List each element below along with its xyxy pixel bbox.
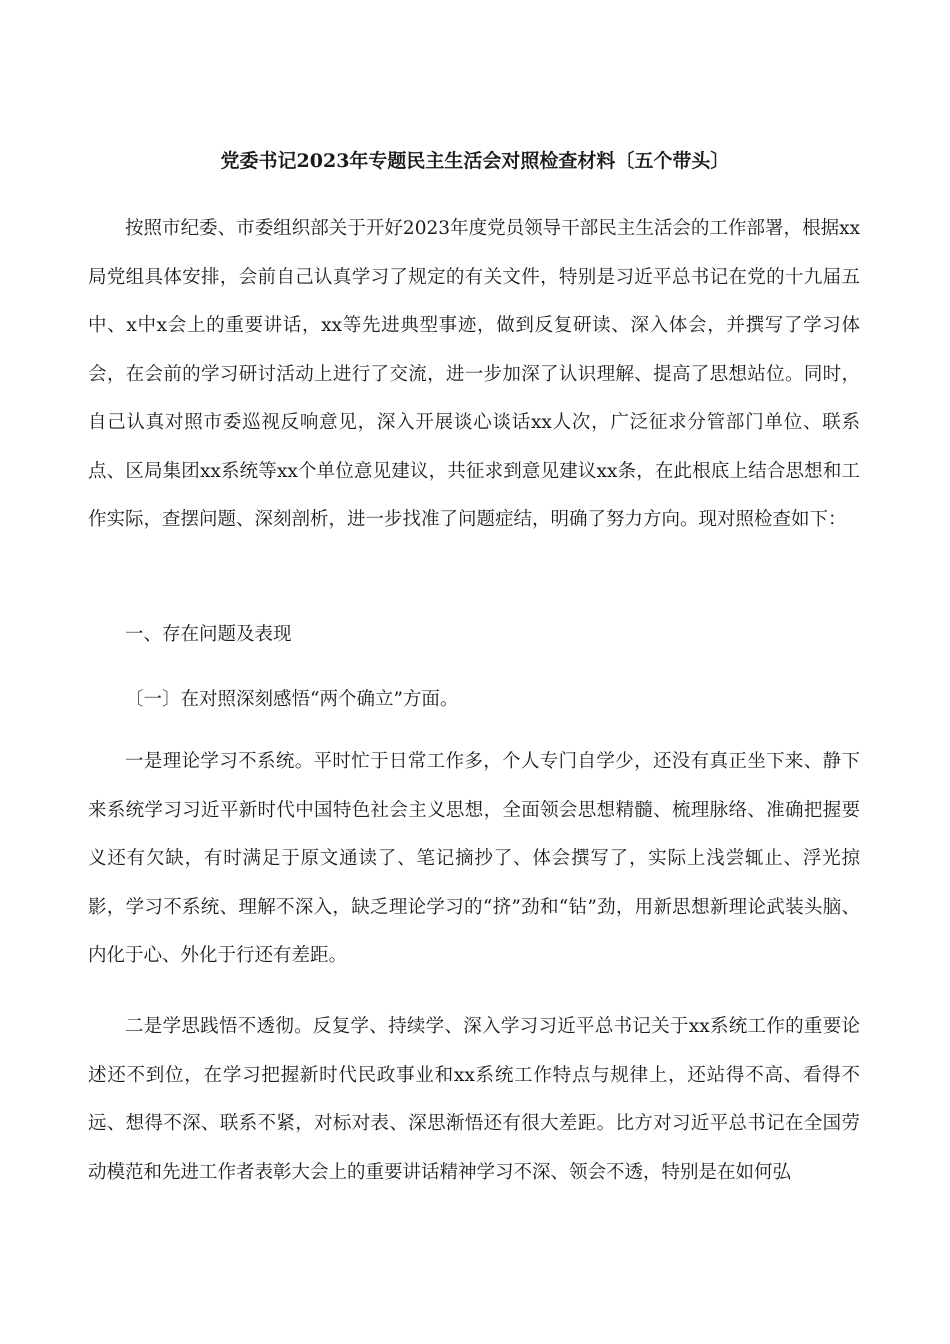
point-one-paragraph: 一是理论学习不系统。平时忙于日常工作多，个人专门自学少，还没有真正坐下来、静下来系统学习习近平新时代中国特色社会主义思想，全面领会思想精髓、梳理脉络、准确把握要义还有欠缺，有时满足于原文通读了、笔记摘抄了、体会撰写了，实际上浅尝辄止、浮光掠影，学习不系统、理解不深入，缺乏理论学习的“挤”劲和“钻”劲，用新思想新理论武装头脑、内化于心、外化于行还有差距。 (88, 751, 860, 966)
subsection-heading: 〔一〕在对照深刻感悟“两个确立”方面。 (125, 689, 459, 710)
section-heading: 一、存在问题及表现 (125, 624, 292, 645)
document-title: 党委书记2023年专题民主生活会对照检查材料〔五个带头〕 (220, 150, 730, 172)
point-two-paragraph: 二是学思践悟不透彻。反复学、持续学、深入学习习近平总书记关于xx系统工作的重要论述还不到位，在学习把握新时代民政事业和xx系统工作特点与规律上，还站得不高、看得不远、想得不深、联系不紧，对标对表、深思渐悟还有很大差距。比方对习近平总书记在全国劳动模范和先进工作者表彰大会上的重要讲话精神学习不深、领会不透，特别是在如何弘 (88, 1016, 860, 1183)
intro-paragraph: 按照市纪委、市委组织部关于开好2023年度党员领导干部民主生活会的工作部署，根据xx局党组具体安排，会前自己认真学习了规定的有关文件，特别是习近平总书记在党的十九届五中、x中x会上的重要讲话，xx等先进典型事迹，做到反复研读、深入体会，并撰写了学习体会，在会前的学习研讨活动上进行了交流，进一步加深了认识理解、提高了思想站位。同时，自己认真对照市委巡视反响意见，深入开展谈心谈话xx人次，广泛征求分管部门单位、联系点、区局集团xx系统等xx个单位意见建议，共征求到意见建议xx条，在此根底上结合思想和工作实际，查摆问题、深刻剖析，进一步找准了问题症结，明确了努力方向。现对照检查如下： (88, 218, 860, 530)
